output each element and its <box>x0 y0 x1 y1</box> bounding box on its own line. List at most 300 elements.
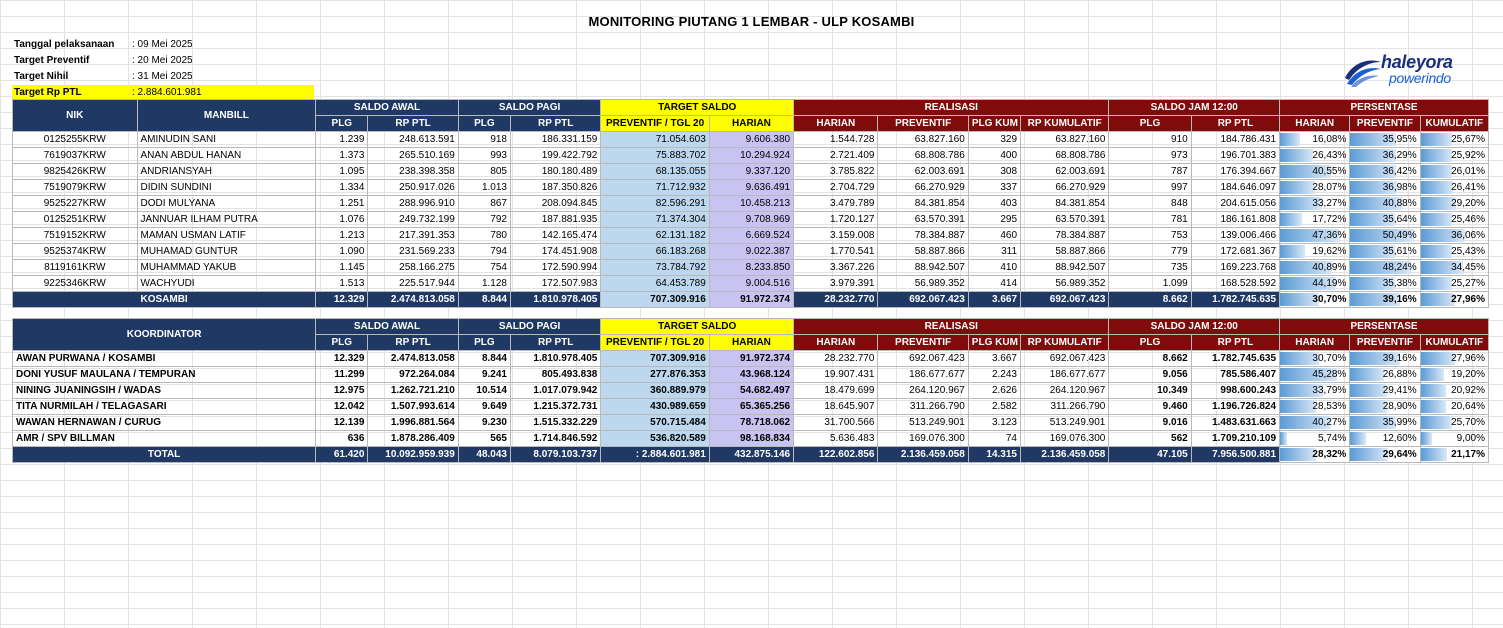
cell-rp-12[interactable]: 1.782.745.635 <box>1191 292 1279 308</box>
cell-plg-awal[interactable]: 12.042 <box>316 399 368 415</box>
cell-t-prev[interactable]: 277.876.353 <box>601 367 709 383</box>
cell-p-kum[interactable] <box>1420 148 1488 164</box>
cell-t-prev[interactable]: 360.889.979 <box>601 383 709 399</box>
cell-r-prev[interactable]: 311.266.790 <box>878 399 968 415</box>
cell-rp-awal[interactable]: 1.878.286.409 <box>368 431 458 447</box>
cell-r-har[interactable]: 1.770.541 <box>794 244 878 260</box>
cell-rp-12[interactable]: 169.223.768 <box>1191 260 1279 276</box>
cell-manbill[interactable]: DIDIN SUNDINI <box>137 180 316 196</box>
cell-rp-pagi[interactable]: 1.714.846.592 <box>510 431 600 447</box>
cell-plg-12[interactable]: 1.099 <box>1109 276 1191 292</box>
cell-r-prev[interactable]: 169.076.300 <box>878 431 968 447</box>
cell-nik[interactable]: 0125255KRW <box>13 132 138 148</box>
cell-rp-awal[interactable]: 972.264.084 <box>368 367 458 383</box>
cell-rp-12[interactable]: 785.586.407 <box>1191 367 1279 383</box>
cell-t-har[interactable]: 9.636.491 <box>709 180 793 196</box>
cell-p-prev[interactable] <box>1350 399 1420 415</box>
cell-t-har[interactable]: 9.022.387 <box>709 244 793 260</box>
cell-plg-12[interactable]: 910 <box>1109 132 1191 148</box>
cell-p-kum[interactable] <box>1420 292 1488 308</box>
cell-plg-awal[interactable]: 1.095 <box>316 164 368 180</box>
cell-plg-12[interactable]: 47.105 <box>1109 447 1191 463</box>
cell-p-prev[interactable] <box>1350 164 1420 180</box>
cell-plg-awal[interactable]: 11.299 <box>316 367 368 383</box>
cell-t-har[interactable]: 10.294.924 <box>709 148 793 164</box>
cell-r-har[interactable]: 3.367.226 <box>794 260 878 276</box>
cell-t-prev[interactable]: 570.715.484 <box>601 415 709 431</box>
cell-rp-pagi[interactable]: 1.810.978.405 <box>511 292 601 308</box>
cell-r-prev[interactable]: 62.003.691 <box>878 164 968 180</box>
table-row <box>13 196 1489 212</box>
cell-p-kum[interactable] <box>1420 180 1488 196</box>
cell-rp-12[interactable]: 196.701.383 <box>1191 148 1279 164</box>
cell-p-kum[interactable] <box>1420 164 1488 180</box>
cell-p-har[interactable] <box>1280 399 1350 415</box>
cell-r-prev[interactable]: 692.067.423 <box>878 351 968 367</box>
cell-r-prev[interactable]: 58.887.866 <box>878 244 968 260</box>
cell-plg-pagi[interactable]: 48.043 <box>458 447 510 463</box>
cell-plg-awal[interactable]: 1.239 <box>316 132 368 148</box>
cell-rp-awal[interactable]: 1.996.881.564 <box>368 415 458 431</box>
cell-r-har[interactable]: 28.232.770 <box>794 292 878 308</box>
cell-koordinator[interactable]: WAWAN HERNAWAN / CURUG <box>13 415 316 431</box>
cell-p-prev[interactable] <box>1350 180 1420 196</box>
cell-nik[interactable]: 8119161KRW <box>13 260 138 276</box>
cell-rp-kum[interactable]: 63.827.160 <box>1021 132 1109 148</box>
cell-rp-12[interactable]: 184.646.097 <box>1191 180 1279 196</box>
cell-p-har[interactable] <box>1280 351 1350 367</box>
cell-p-har[interactable] <box>1280 292 1350 308</box>
cell-rp-12[interactable]: 139.006.466 <box>1191 228 1279 244</box>
cell-t-har[interactable]: 9.606.380 <box>709 132 793 148</box>
cell-p-prev[interactable] <box>1350 228 1420 244</box>
cell-rp-kum[interactable]: 78.384.887 <box>1021 228 1109 244</box>
cell-p-kum[interactable] <box>1420 196 1488 212</box>
cell-r-har[interactable]: 3.979.391 <box>794 276 878 292</box>
cell-rp-awal[interactable]: 217.391.353 <box>368 228 458 244</box>
cell-p-prev[interactable] <box>1350 383 1420 399</box>
cell-plg-kum[interactable]: 400 <box>968 148 1020 164</box>
cell-koordinator[interactable]: NINING JUANINGSIH / WADAS <box>13 383 316 399</box>
cell-plg-12[interactable]: 9.056 <box>1109 367 1191 383</box>
cell-koordinator[interactable]: AWAN PURWANA / KOSAMBI <box>13 351 316 367</box>
percentage-value: 45,28% <box>1312 368 1347 380</box>
cell-t-prev[interactable]: 73.784.792 <box>601 260 709 276</box>
cell-plg-12[interactable]: 973 <box>1109 148 1191 164</box>
cell-t-har[interactable]: 78.718.062 <box>709 415 793 431</box>
cell-p-har[interactable] <box>1280 260 1350 276</box>
cell-plg-kum[interactable]: 2.243 <box>968 367 1020 383</box>
cell-rp-awal[interactable]: 10.092.959.939 <box>368 447 458 463</box>
cell-rp-kum[interactable]: 186.677.677 <box>1021 367 1109 383</box>
cell-plg-kum[interactable]: 3.667 <box>968 292 1020 308</box>
cell-rp-12[interactable]: 998.600.243 <box>1191 383 1279 399</box>
cell-nik[interactable]: 9825426KRW <box>13 164 138 180</box>
cell-r-prev[interactable]: 66.270.929 <box>878 180 968 196</box>
cell-p-har[interactable] <box>1280 132 1350 148</box>
cell-plg-12[interactable]: 997 <box>1109 180 1191 196</box>
cell-p-prev[interactable] <box>1350 260 1420 276</box>
cell-p-har[interactable] <box>1280 212 1350 228</box>
cell-plg-kum[interactable]: 3.667 <box>968 351 1020 367</box>
cell-plg-awal[interactable]: 12.975 <box>316 383 368 399</box>
cell-r-har[interactable]: 1.720.127 <box>794 212 878 228</box>
cell-t-prev[interactable]: 62.131.182 <box>601 228 709 244</box>
total-label[interactable]: KOSAMBI <box>13 292 316 308</box>
cell-rp-pagi[interactable]: 142.165.474 <box>511 228 601 244</box>
cell-rp-kum[interactable]: 264.120.967 <box>1021 383 1109 399</box>
cell-plg-pagi[interactable]: 9.230 <box>458 415 510 431</box>
cell-rp-awal[interactable]: 288.996.910 <box>368 196 458 212</box>
cell-plg-12[interactable]: 781 <box>1109 212 1191 228</box>
cell-r-har[interactable]: 1.544.728 <box>794 132 878 148</box>
cell-rp-awal[interactable]: 2.474.813.058 <box>368 292 458 308</box>
cell-rp-kum[interactable]: 56.989.352 <box>1021 276 1109 292</box>
cell-r-har[interactable]: 31.700.566 <box>794 415 878 431</box>
cell-nik[interactable]: 7619037KRW <box>13 148 138 164</box>
cell-plg-kum[interactable]: 3.123 <box>968 415 1020 431</box>
cell-p-kum[interactable] <box>1420 399 1488 415</box>
cell-p-kum[interactable] <box>1420 260 1488 276</box>
cell-p-kum[interactable] <box>1420 212 1488 228</box>
cell-plg-awal[interactable]: 1.251 <box>316 196 368 212</box>
cell-t-har[interactable]: 6.669.524 <box>709 228 793 244</box>
cell-plg-awal[interactable]: 61.420 <box>316 447 368 463</box>
cell-plg-12[interactable]: 8.662 <box>1109 351 1191 367</box>
cell-rp-pagi[interactable]: 1.017.079.942 <box>510 383 600 399</box>
cell-p-prev[interactable] <box>1350 447 1420 463</box>
cell-r-har[interactable]: 2.704.729 <box>794 180 878 196</box>
cell-rp-pagi[interactable]: 1.515.332.229 <box>510 415 600 431</box>
cell-rp-12[interactable]: 1.196.726.824 <box>1191 399 1279 415</box>
cell-plg-12[interactable]: 8.662 <box>1109 292 1191 308</box>
cell-rp-pagi[interactable]: 180.180.489 <box>511 164 601 180</box>
cell-r-har[interactable]: 18.645.907 <box>794 399 878 415</box>
cell-rp-12[interactable]: 1.782.745.635 <box>1191 351 1279 367</box>
cell-p-har[interactable] <box>1280 180 1350 196</box>
cell-t-har[interactable]: 91.972.374 <box>709 351 793 367</box>
cell-p-kum[interactable] <box>1420 447 1488 463</box>
cell-plg-kum[interactable]: 403 <box>968 196 1020 212</box>
cell-t-har[interactable]: 65.365.256 <box>709 399 793 415</box>
cell-plg-pagi[interactable]: 780 <box>458 228 510 244</box>
cell-p-har[interactable] <box>1280 244 1350 260</box>
cell-rp-kum[interactable]: 311.266.790 <box>1021 399 1109 415</box>
cell-r-har[interactable]: 3.159.008 <box>794 228 878 244</box>
cell-t-prev[interactable]: 536.820.589 <box>601 431 709 447</box>
cell-plg-awal[interactable]: 12.139 <box>316 415 368 431</box>
cell-plg-pagi[interactable]: 1.013 <box>458 180 510 196</box>
cell-p-har[interactable] <box>1280 164 1350 180</box>
cell-p-kum[interactable] <box>1420 351 1488 367</box>
cell-r-har[interactable]: 122.602.856 <box>794 447 878 463</box>
cell-p-har[interactable] <box>1280 383 1350 399</box>
cell-rp-12[interactable]: 172.681.367 <box>1191 244 1279 260</box>
cell-p-kum[interactable] <box>1420 244 1488 260</box>
cell-r-prev[interactable]: 63.570.391 <box>878 212 968 228</box>
cell-rp-12[interactable]: 168.528.592 <box>1191 276 1279 292</box>
cell-plg-pagi[interactable]: 993 <box>458 148 510 164</box>
cell-t-prev[interactable]: 64.453.789 <box>601 276 709 292</box>
cell-rp-12[interactable]: 176.394.667 <box>1191 164 1279 180</box>
cell-plg-12[interactable]: 735 <box>1109 260 1191 276</box>
cell-rp-pagi[interactable]: 174.451.908 <box>511 244 601 260</box>
cell-rp-awal[interactable]: 1.262.721.210 <box>368 383 458 399</box>
cell-manbill[interactable]: JANNUAR ILHAM PUTRA <box>137 212 316 228</box>
cell-p-kum[interactable] <box>1420 383 1488 399</box>
cell-t-har[interactable]: 54.682.497 <box>709 383 793 399</box>
cell-nik[interactable]: 9225346KRW <box>13 276 138 292</box>
cell-r-har[interactable]: 18.479.699 <box>794 383 878 399</box>
cell-rp-pagi[interactable]: 172.507.983 <box>511 276 601 292</box>
cell-plg-kum[interactable]: 295 <box>968 212 1020 228</box>
cell-plg-pagi[interactable]: 10.514 <box>458 383 510 399</box>
cell-t-prev[interactable]: 82.596.291 <box>601 196 709 212</box>
cell-t-prev[interactable]: : 2.884.601.981 <box>601 447 709 463</box>
cell-r-har[interactable]: 3.785.822 <box>794 164 878 180</box>
cell-t-har[interactable]: 43.968.124 <box>709 367 793 383</box>
cell-rp-awal[interactable]: 231.569.233 <box>368 244 458 260</box>
cell-p-prev[interactable] <box>1350 196 1420 212</box>
cell-rp-kum[interactable]: 66.270.929 <box>1021 180 1109 196</box>
cell-rp-pagi[interactable]: 186.331.159 <box>511 132 601 148</box>
cell-rp-kum[interactable]: 2.136.459.058 <box>1021 447 1109 463</box>
cell-p-prev[interactable] <box>1350 415 1420 431</box>
cell-plg-kum[interactable]: 2.626 <box>968 383 1020 399</box>
cell-plg-kum[interactable]: 311 <box>968 244 1020 260</box>
cell-plg-pagi[interactable]: 794 <box>458 244 510 260</box>
cell-p-prev[interactable] <box>1350 132 1420 148</box>
cell-rp-12[interactable]: 186.161.808 <box>1191 212 1279 228</box>
cell-plg-pagi[interactable]: 8.844 <box>458 292 510 308</box>
cell-t-har[interactable]: 98.168.834 <box>709 431 793 447</box>
cell-rp-pagi[interactable]: 1.215.372.731 <box>510 399 600 415</box>
cell-plg-awal[interactable]: 12.329 <box>316 292 368 308</box>
cell-plg-awal[interactable]: 1.090 <box>316 244 368 260</box>
cell-p-kum[interactable] <box>1420 367 1488 383</box>
cell-rp-pagi[interactable]: 805.493.838 <box>510 367 600 383</box>
cell-rp-awal[interactable]: 250.917.026 <box>368 180 458 196</box>
cell-t-prev[interactable]: 707.309.916 <box>601 292 709 308</box>
cell-plg-pagi[interactable]: 9.649 <box>458 399 510 415</box>
cell-rp-pagi[interactable]: 1.810.978.405 <box>510 351 600 367</box>
cell-rp-pagi[interactable]: 199.422.792 <box>511 148 601 164</box>
cell-rp-pagi[interactable]: 172.590.994 <box>511 260 601 276</box>
cell-rp-kum[interactable]: 62.003.691 <box>1021 164 1109 180</box>
cell-plg-awal[interactable]: 1.513 <box>316 276 368 292</box>
cell-plg-kum[interactable]: 14.315 <box>968 447 1020 463</box>
cell-r-har[interactable]: 3.479.789 <box>794 196 878 212</box>
cell-plg-awal[interactable]: 1.334 <box>316 180 368 196</box>
cell-r-prev[interactable]: 68.808.786 <box>878 148 968 164</box>
cell-koordinator[interactable]: TITA NURMILAH / TELAGASARI <box>13 399 316 415</box>
cell-nik[interactable]: 9525374KRW <box>13 244 138 260</box>
cell-rp-awal[interactable]: 2.474.813.058 <box>368 351 458 367</box>
cell-p-prev[interactable] <box>1350 292 1420 308</box>
cell-rp-pagi[interactable]: 187.881.935 <box>511 212 601 228</box>
cell-plg-pagi[interactable]: 754 <box>458 260 510 276</box>
cell-p-har[interactable] <box>1280 148 1350 164</box>
cell-rp-12[interactable]: 204.615.056 <box>1191 196 1279 212</box>
cell-rp-kum[interactable]: 692.067.423 <box>1021 351 1109 367</box>
cell-nik[interactable]: 7519152KRW <box>13 228 138 244</box>
cell-t-prev[interactable]: 71.712.932 <box>601 180 709 196</box>
cell-plg-pagi[interactable]: 9.241 <box>458 367 510 383</box>
cell-rp-kum[interactable]: 68.808.786 <box>1021 148 1109 164</box>
cell-plg-12[interactable]: 779 <box>1109 244 1191 260</box>
cell-rp-awal[interactable]: 248.613.591 <box>368 132 458 148</box>
cell-plg-pagi[interactable]: 805 <box>458 164 510 180</box>
cell-t-prev[interactable]: 430.989.659 <box>601 399 709 415</box>
cell-t-har[interactable]: 91.972.374 <box>709 292 793 308</box>
cell-nik[interactable]: 9525227KRW <box>13 196 138 212</box>
cell-r-prev[interactable]: 692.067.423 <box>878 292 968 308</box>
cell-plg-pagi[interactable]: 1.128 <box>458 276 510 292</box>
cell-manbill[interactable]: MAMAN USMAN LATIF <box>137 228 316 244</box>
cell-plg-awal[interactable]: 1.145 <box>316 260 368 276</box>
cell-plg-awal[interactable]: 1.213 <box>316 228 368 244</box>
cell-r-har[interactable]: 28.232.770 <box>794 351 878 367</box>
cell-plg-pagi[interactable]: 792 <box>458 212 510 228</box>
cell-r-prev[interactable]: 88.942.507 <box>878 260 968 276</box>
cell-p-kum[interactable] <box>1420 415 1488 431</box>
cell-plg-kum[interactable]: 460 <box>968 228 1020 244</box>
cell-p-prev[interactable] <box>1350 431 1420 447</box>
cell-rp-awal[interactable]: 258.166.275 <box>368 260 458 276</box>
cell-r-prev[interactable]: 84.381.854 <box>878 196 968 212</box>
cell-rp-kum[interactable]: 63.570.391 <box>1021 212 1109 228</box>
cell-r-har[interactable]: 19.907.431 <box>794 367 878 383</box>
cell-rp-kum[interactable]: 88.942.507 <box>1021 260 1109 276</box>
cell-plg-12[interactable]: 9.016 <box>1109 415 1191 431</box>
cell-koordinator[interactable]: DONI YUSUF MAULANA / TEMPURAN <box>13 367 316 383</box>
cell-plg-pagi[interactable]: 918 <box>458 132 510 148</box>
cell-p-prev[interactable] <box>1350 276 1420 292</box>
cell-manbill[interactable]: MUHAMMAD YAKUB <box>137 260 316 276</box>
cell-p-har[interactable] <box>1280 276 1350 292</box>
cell-plg-12[interactable]: 10.349 <box>1109 383 1191 399</box>
cell-plg-awal[interactable]: 636 <box>316 431 368 447</box>
cell-r-prev[interactable]: 78.384.887 <box>878 228 968 244</box>
cell-rp-12[interactable]: 1.483.631.663 <box>1191 415 1279 431</box>
total-label[interactable]: TOTAL <box>13 447 316 463</box>
cell-rp-pagi[interactable]: 8.079.103.737 <box>510 447 600 463</box>
cell-rp-awal[interactable]: 249.732.199 <box>368 212 458 228</box>
cell-plg-12[interactable]: 9.460 <box>1109 399 1191 415</box>
cell-rp-kum[interactable]: 58.887.866 <box>1021 244 1109 260</box>
cell-rp-awal[interactable]: 1.507.993.614 <box>368 399 458 415</box>
cell-t-har[interactable]: 8.233.850 <box>709 260 793 276</box>
cell-rp-kum[interactable]: 513.249.901 <box>1021 415 1109 431</box>
cell-p-kum[interactable] <box>1420 431 1488 447</box>
cell-p-kum[interactable] <box>1420 132 1488 148</box>
cell-p-prev[interactable] <box>1350 351 1420 367</box>
cell-t-prev[interactable]: 71.374.304 <box>601 212 709 228</box>
cell-plg-pagi[interactable]: 565 <box>458 431 510 447</box>
cell-p-prev[interactable] <box>1350 367 1420 383</box>
cell-p-kum[interactable] <box>1420 228 1488 244</box>
cell-rp-12[interactable]: 184.786.431 <box>1191 132 1279 148</box>
cell-t-har[interactable]: 9.004.516 <box>709 276 793 292</box>
cell-plg-kum[interactable]: 2.582 <box>968 399 1020 415</box>
cell-plg-kum[interactable]: 74 <box>968 431 1020 447</box>
cell-t-prev[interactable]: 66.183.268 <box>601 244 709 260</box>
cell-manbill[interactable]: DODI MULYANA <box>137 196 316 212</box>
cell-plg-kum[interactable]: 329 <box>968 132 1020 148</box>
cell-plg-12[interactable]: 562 <box>1109 431 1191 447</box>
cell-plg-12[interactable]: 787 <box>1109 164 1191 180</box>
cell-rp-12[interactable]: 1.709.210.109 <box>1191 431 1279 447</box>
cell-rp-kum[interactable]: 169.076.300 <box>1021 431 1109 447</box>
cell-manbill[interactable]: ANDRIANSYAH <box>137 164 316 180</box>
cell-rp-awal[interactable]: 225.517.944 <box>368 276 458 292</box>
cell-plg-kum[interactable]: 308 <box>968 164 1020 180</box>
cell-plg-kum[interactable]: 410 <box>968 260 1020 276</box>
cell-rp-pagi[interactable]: 187.350.826 <box>511 180 601 196</box>
cell-r-prev[interactable]: 2.136.459.058 <box>878 447 968 463</box>
cell-t-har[interactable]: 432.875.146 <box>709 447 793 463</box>
cell-plg-12[interactable]: 848 <box>1109 196 1191 212</box>
cell-manbill[interactable]: MUHAMAD GUNTUR <box>137 244 316 260</box>
cell-r-har[interactable]: 5.636.483 <box>794 431 878 447</box>
cell-plg-12[interactable]: 753 <box>1109 228 1191 244</box>
cell-p-har[interactable] <box>1280 447 1350 463</box>
cell-p-har[interactable] <box>1280 228 1350 244</box>
cell-p-kum[interactable] <box>1420 276 1488 292</box>
cell-p-prev[interactable] <box>1350 148 1420 164</box>
cell-plg-awal[interactable]: 12.329 <box>316 351 368 367</box>
cell-p-har[interactable] <box>1280 367 1350 383</box>
cell-plg-awal[interactable]: 1.076 <box>316 212 368 228</box>
cell-r-prev[interactable]: 63.827.160 <box>878 132 968 148</box>
cell-p-prev[interactable] <box>1350 212 1420 228</box>
cell-t-har[interactable]: 10.458.213 <box>709 196 793 212</box>
cell-t-prev[interactable]: 707.309.916 <box>601 351 709 367</box>
cell-plg-kum[interactable]: 414 <box>968 276 1020 292</box>
cell-rp-kum[interactable]: 692.067.423 <box>1021 292 1109 308</box>
cell-t-prev[interactable]: 75.883.702 <box>601 148 709 164</box>
cell-nik[interactable]: 0125251KRW <box>13 212 138 228</box>
cell-rp-awal[interactable]: 265.510.169 <box>368 148 458 164</box>
cell-r-prev[interactable]: 56.989.352 <box>878 276 968 292</box>
cell-p-prev[interactable] <box>1350 244 1420 260</box>
cell-r-prev[interactable]: 186.677.677 <box>878 367 968 383</box>
cell-t-har[interactable]: 9.708.969 <box>709 212 793 228</box>
cell-plg-pagi[interactable]: 867 <box>458 196 510 212</box>
cell-p-har[interactable] <box>1280 431 1350 447</box>
cell-rp-kum[interactable]: 84.381.854 <box>1021 196 1109 212</box>
cell-manbill[interactable]: WACHYUDI <box>137 276 316 292</box>
cell-rp-12[interactable]: 7.956.500.881 <box>1191 447 1279 463</box>
cell-plg-pagi[interactable]: 8.844 <box>458 351 510 367</box>
cell-manbill[interactable]: AMINUDIN SANI <box>137 132 316 148</box>
cell-t-prev[interactable]: 68.135.055 <box>601 164 709 180</box>
cell-r-prev[interactable]: 513.249.901 <box>878 415 968 431</box>
cell-plg-awal[interactable]: 1.373 <box>316 148 368 164</box>
cell-koordinator[interactable]: AMR / SPV BILLMAN <box>13 431 316 447</box>
cell-t-prev[interactable]: 71.054.603 <box>601 132 709 148</box>
cell-nik[interactable]: 7519079KRW <box>13 180 138 196</box>
cell-rp-awal[interactable]: 238.398.358 <box>368 164 458 180</box>
cell-manbill[interactable]: ANAN ABDUL HANAN <box>137 148 316 164</box>
cell-t-har[interactable]: 9.337.120 <box>709 164 793 180</box>
cell-r-prev[interactable]: 264.120.967 <box>878 383 968 399</box>
cell-p-har[interactable] <box>1280 415 1350 431</box>
cell-p-har[interactable] <box>1280 196 1350 212</box>
cell-rp-pagi[interactable]: 208.094.845 <box>511 196 601 212</box>
cell-plg-kum[interactable]: 337 <box>968 180 1020 196</box>
cell-r-har[interactable]: 2.721.409 <box>794 148 878 164</box>
